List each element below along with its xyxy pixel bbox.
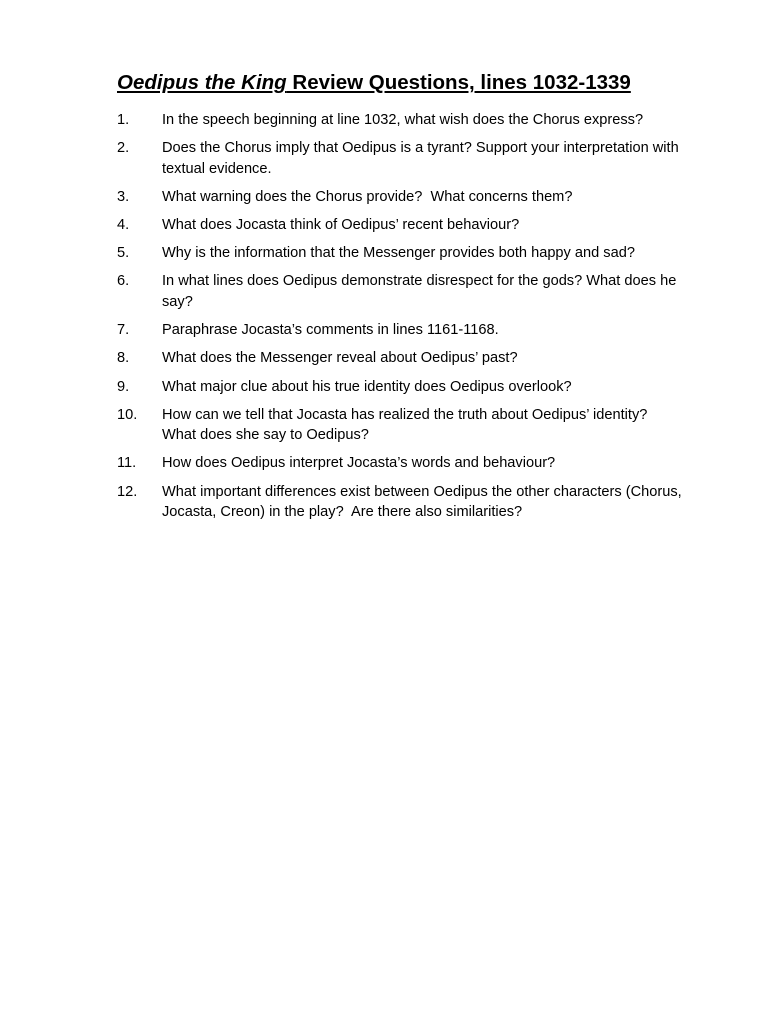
question-number: 1. [117, 112, 130, 128]
question-item [117, 138, 682, 179]
question-text: What major clue about his true identity does Oedipus overlook? [162, 378, 572, 395]
question-text: Why is the information that the Messenger provides both happy and sad? [162, 245, 635, 262]
question-text: How does Oedipus interpret Jocasta’s words and behaviour? [162, 455, 556, 472]
question-number: 12. [117, 483, 138, 500]
title-work-name: Oedipus the King [117, 71, 287, 94]
question-item [117, 271, 682, 312]
question-text: In what lines does Oedipus demonstrate disrespect for the gods? What does he say? [162, 273, 681, 310]
question-number: 11. [117, 455, 137, 472]
question-item [117, 320, 682, 341]
question-text: How can we tell that Jocasta has realized the truth about Oedipus’ identity? What does she say to Oedipus? [162, 406, 656, 444]
page-title [117, 69, 631, 97]
question-list [117, 110, 686, 530]
question-number: 4. [117, 217, 130, 234]
question-item [117, 110, 682, 131]
question-number: 6. [117, 273, 130, 290]
question-number: 9. [117, 378, 130, 395]
question-item [117, 482, 686, 523]
question-number: 5. [117, 245, 130, 262]
question-number: 8. [117, 350, 130, 367]
question-number: 2. [117, 140, 130, 157]
question-item [117, 348, 682, 369]
question-number: 10. [117, 406, 138, 423]
question-item [117, 215, 682, 236]
question-item [117, 405, 682, 446]
question-text: Paraphrase Jocasta’s comments in lines 1161-1168. [162, 322, 499, 339]
title-subtitle: Review Questions, lines 1032-1339 [286, 71, 631, 94]
question-text: What important differences exist between Oedipus the other characters (Chorus, Jocasta, Creon) in the play? Are there also similarities? [162, 483, 686, 521]
question-item [117, 377, 682, 398]
question-text: What does the Messenger reveal about Oedipus’ past? [162, 350, 518, 367]
question-number: 7. [117, 322, 130, 339]
question-text: Does the Chorus imply that Oedipus is a tyrant? Support your interpretation with textual evidence. [162, 140, 683, 177]
question-number: 3. [117, 188, 130, 205]
question-item [117, 453, 682, 474]
question-text: In the speech beginning at line 1032, what wish does the Chorus express? [162, 112, 644, 128]
question-text: What warning does the Chorus provide? What concerns them? [162, 188, 573, 205]
question-item [117, 187, 682, 208]
question-item [117, 243, 682, 264]
question-text: What does Jocasta think of Oedipus’ recent behaviour? [162, 217, 520, 234]
